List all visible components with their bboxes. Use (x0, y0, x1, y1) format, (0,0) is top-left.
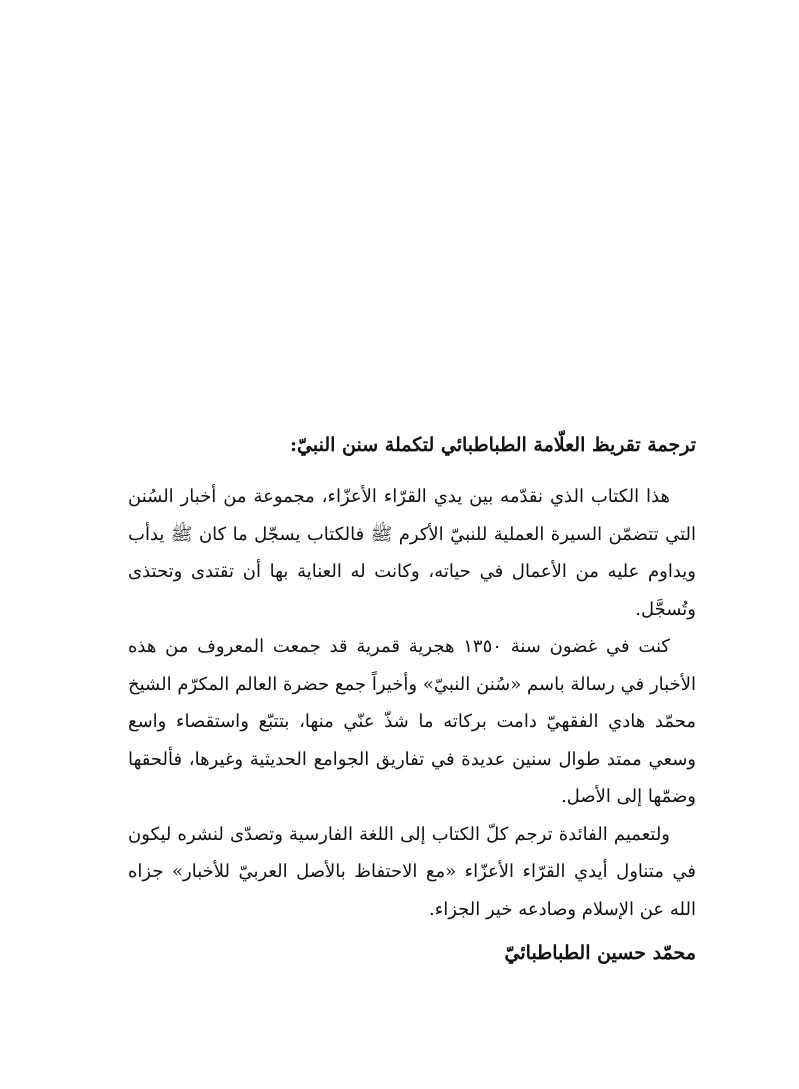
author-signature: محمّد حسين الطباطبائيّ (504, 942, 696, 964)
document-heading: ترجمة تقريظ العلّامة الطباطبائي لتكملة سنن النبيّ: (290, 434, 696, 456)
document-body (128, 426, 696, 972)
paragraph-3: ولتعميم الفائدة ترجم كلّ الكتاب إلى اللغة الفارسية وتصدّى لنشره ليكون في متناول أيدي القرّاء الأعزّاء «مع الاحتفاظ بالأصل العربيّ للأخبار» جزاه الله عن الإسلام وصادعه خير الجزاء. (128, 823, 696, 920)
paragraph-2: كنت في غضون سنة ١٣٥٠ هجرية قمرية قد جمعت المعروف من هذه الأخبار في رسالة باسم «سُنن النبيّ» وأخيراً جمع حضرة العالم المكرّم الشيخ محمّد هادي الفقهيّ دامت بركاته ما شذّ عنّي منها، بتتبّع واستقصاء واسع وسعي ممتد طوال سنين عديدة في تفاريق الجوامع الحديثية وغيرها، فألحقها وضمّها إلى الأصل. (128, 636, 696, 807)
paragraph-1: هذا الكتاب الذي نقدّمه بين يدي القرّاء الأعزّاء، مجموعة من أخبار السُنن التي تتضمّن السيرة العملية للنبيّ الأكرم ﷺ فالكتاب يسجّل ما كان ﷺ يدأب ويداوم عليه من الأعمال في حياته، وكانت له العناية بها أن تقتدى وتحتذى وتُسجَّل. (128, 486, 696, 620)
